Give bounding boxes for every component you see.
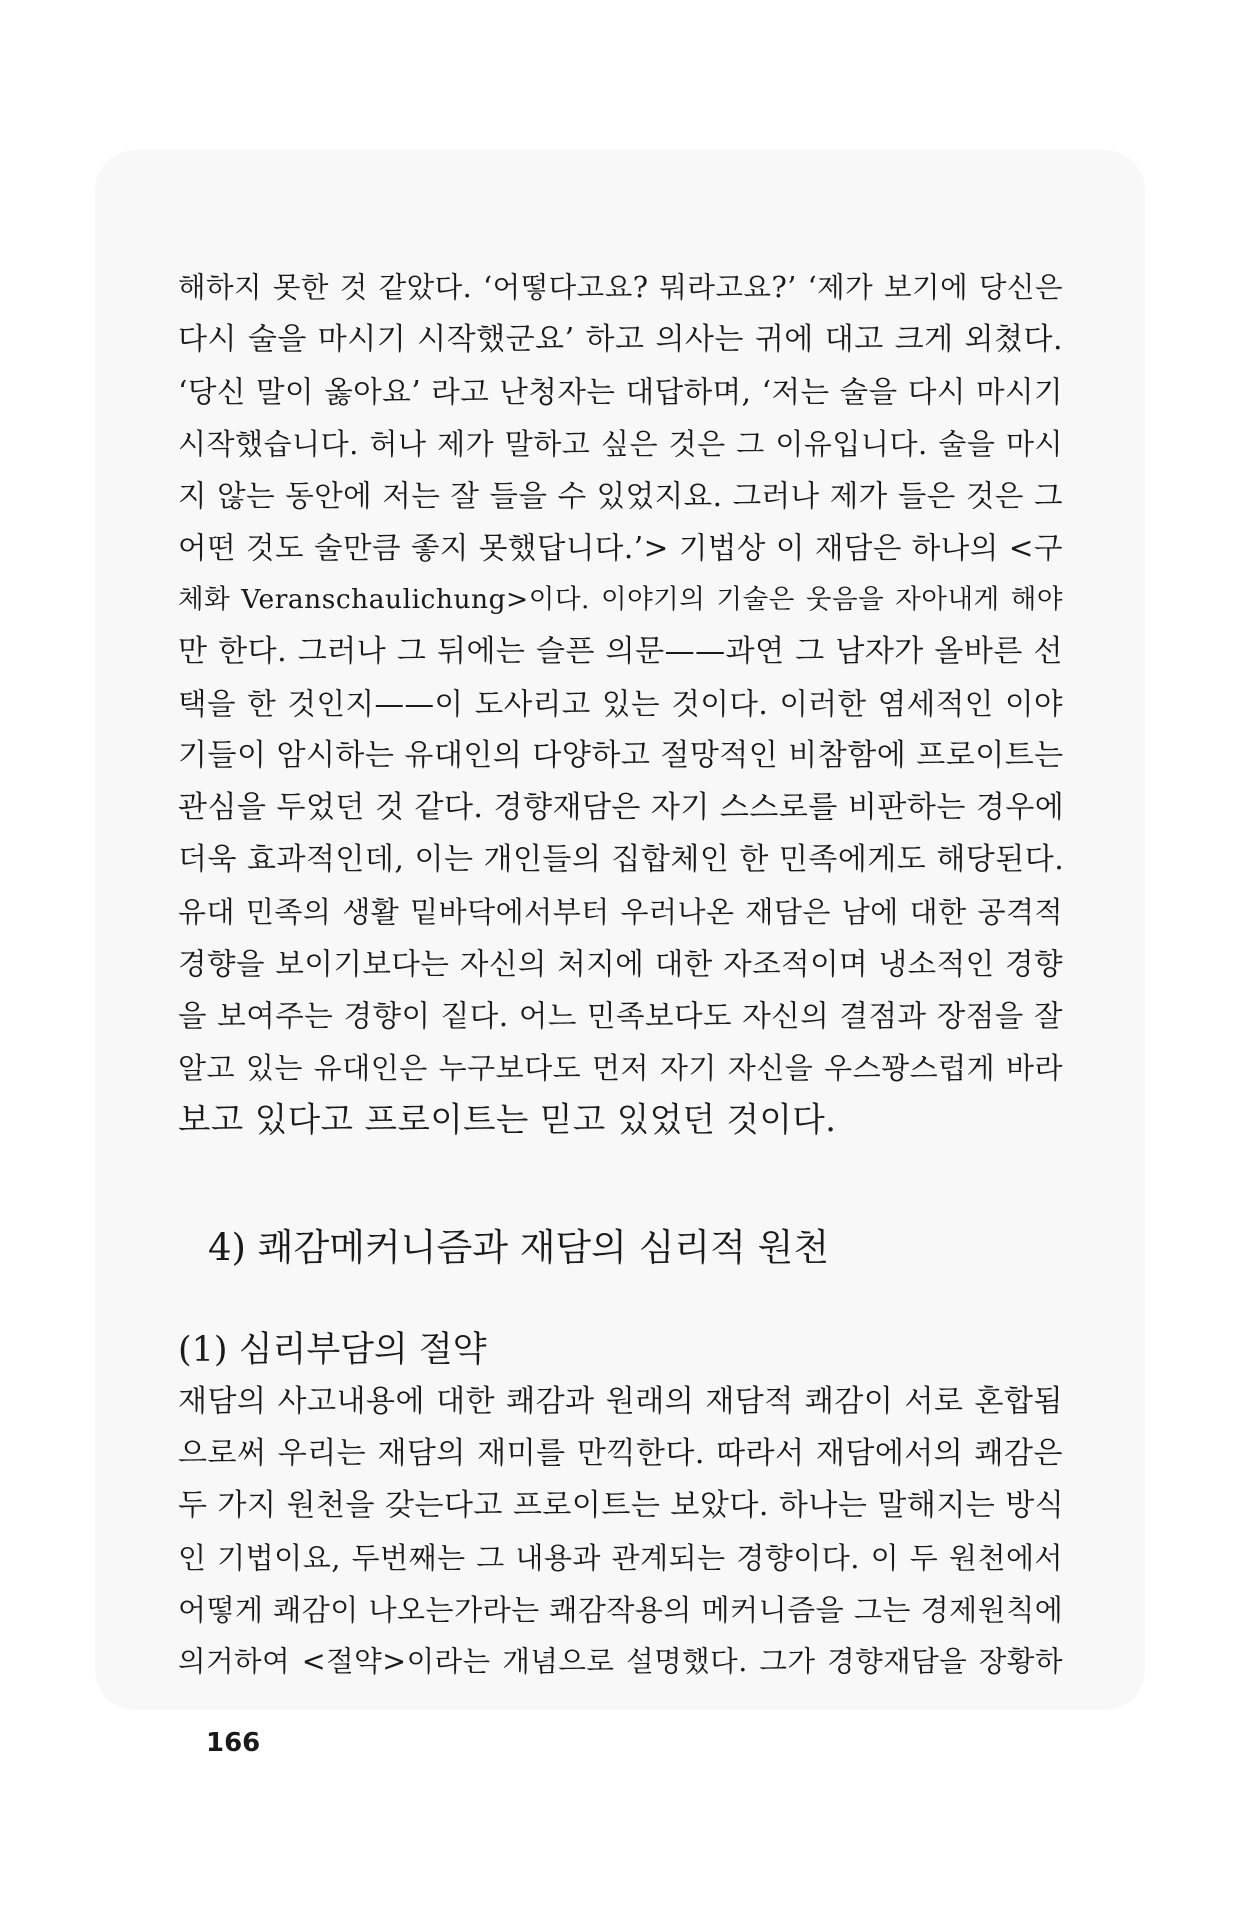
text-line: 을 보여주는 경향이 짙다. 어느 민족보다도 자신의 결점과 장점을 잘: [178, 999, 1063, 1033]
text-line: 시작했습니다. 허나 제가 말하고 싶은 것은 그 이유입니다. 술을 마시: [178, 427, 1063, 461]
text-line: 어떤 것도 술만큼 좋지 못했답니다.’> 기법상 이 재담은 하나의 <구: [178, 531, 1063, 565]
text-line: 만 한다. 그러나 그 뒤에는 슬픈 의문——과연 그 남자가 올바른 선: [178, 634, 1063, 669]
text-line: 인 기법이요, 두번째는 그 내용과 관계되는 경향이다. 이 두 원천에서: [178, 1541, 1063, 1575]
text-line: 보고 있다고 프로이트는 믿고 있었던 것이다.: [178, 1100, 837, 1139]
text-line: 유대 민족의 생활 밑바닥에서부터 우러나온 재담은 남에 대한 공격적: [178, 895, 1063, 929]
text-line: 더욱 효과적인데, 이는 개인들의 집합체인 한 민족에게도 해당된다.: [178, 842, 1065, 877]
text-line: 알고 있는 유대인은 누구보다도 먼저 자기 자신을 우스꽝스럽게 바라: [178, 1051, 1063, 1085]
text-line: 택을 한 것인지——이 도사리고 있는 것이다. 이러한 염세적인 이야: [178, 687, 1063, 721]
sub-heading: (1) 심리부담의 절약: [178, 1330, 487, 1370]
text-line: 해하지 못한 것 같았다. ‘어떻다고요? 뭐라고요?’ ‘제가 보기에 당신은: [178, 271, 1063, 304]
text-line: 관심을 두었던 것 같다. 경향재담은 자기 스스로를 비판하는 경우에: [178, 790, 1065, 825]
text-line: 경향을 보이기보다는 자신의 처지에 대한 자조적이며 냉소적인 경향: [178, 947, 1063, 981]
text-line: 두 가지 원천을 갖는다고 프로이트는 보았다. 하나는 말해지는 방식: [178, 1488, 1065, 1523]
text-line: 체화 Veranschaulichung>이다. 이야기의 기술은 웃음을 자아내게 해야: [178, 584, 1063, 615]
page-content: [178, 262, 1063, 1688]
text-line: 재담의 사고내용에 대한 쾌감과 원래의 재담적 쾌감이 서로 혼합됨: [178, 1384, 1063, 1419]
paragraph-1: [178, 262, 1063, 1146]
text-line: ‘당신 말이 옳아요’ 라고 난청자는 대답하며, ‘저는 술을 다시 마시기: [178, 375, 1063, 409]
text-line: 어떻게 쾌감이 나오는가라는 쾌감작용의 메커니즘을 그는 경제원칙에: [178, 1593, 1064, 1627]
text-line: 다시 술을 마시기 시작했군요’ 하고 의사는 귀에 대고 크게 외쳤다.: [178, 322, 1063, 357]
text-line: 지 않는 동안에 저는 잘 들을 수 있었지요. 그러나 제가 들은 것은 그: [178, 479, 1063, 513]
text-line: 기들이 암시하는 유대인의 다양하고 절망적인 비참함에 프로이트는: [178, 738, 1064, 773]
text-line: 으로써 우리는 재담의 재미를 만끽한다. 따라서 재담에서의 쾌감은: [178, 1436, 1063, 1471]
paragraph-2: [178, 1376, 1063, 1688]
text-line: 의거하여 <절약>이라는 개념으로 설명했다. 그가 경향재담을 장황하: [178, 1645, 1063, 1678]
section-heading: 4) 쾌감메커니즘과 재담의 심리적 원천: [208, 1226, 830, 1269]
page-number: 166: [206, 1728, 261, 1758]
